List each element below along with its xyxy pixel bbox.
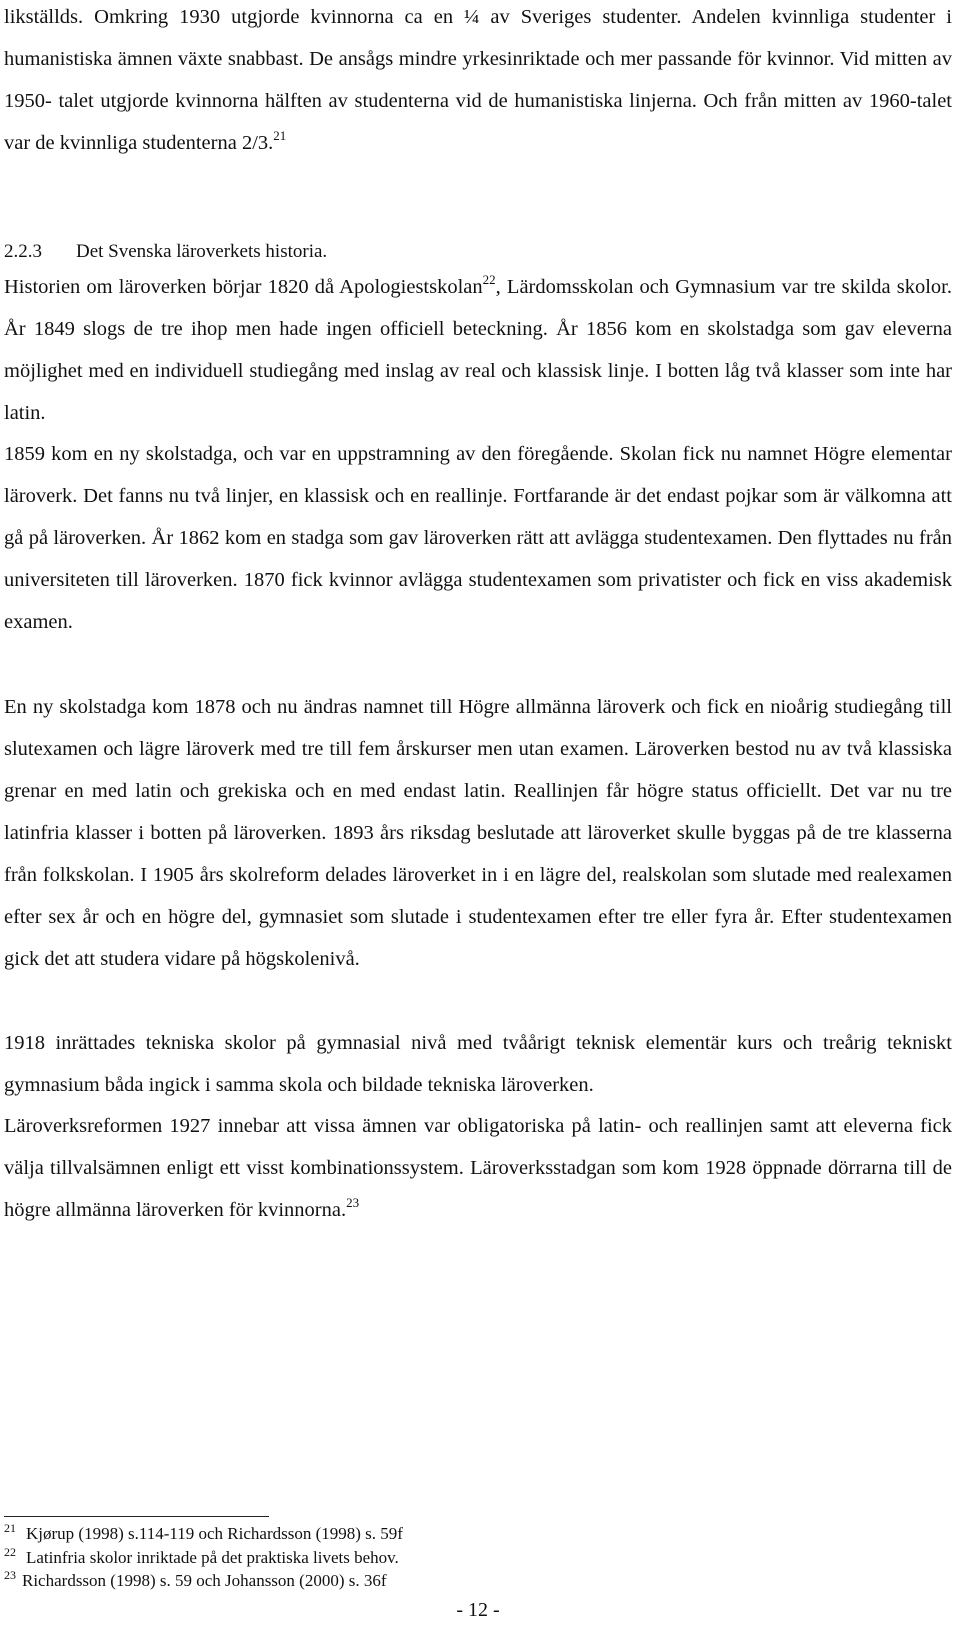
footnote-ref-22[interactable]: 22 [482, 272, 496, 287]
paragraph-1927 [4, 1105, 952, 1231]
footnote-text: Richardsson (1998) s. 59 och Johansson (2000) s. 36f [22, 1571, 387, 1590]
footnote-22: $^{22}$ Latinfria skolor inriktade på det praktiska livets behov. [4, 1544, 399, 1567]
paragraph-1878: En ny skolstadga kom 1878 och nu ändras namnet till Högre allmänna läroverk och fick en nioårig studiegång till slutexamen och lägre läroverk med tre till fem årskurser men utan examen. Läroverken bestod nu av två klassiska grenar en med latin och grekiska och en med endast latin. Reallinjen får högre status officiellt. Det var nu tre latinfria klasser i botten på läroverken. 1893 års riksdag beslutade att läroverket skulle byggas på de tre klasserna från folkskolan. I 1905 års skolreform delades läroverket in i en lägre del, realskolan som slutade med realexamen efter sex år och en högre del, gymnasiet som slutade i studentexamen efter tre eller fyra år. Efter studentexamen gick det att studera vidare på högskolenivå. [4, 696, 952, 970]
footnote-21: $^{21}$ Kjørup (1998) s.114-119 och Richardsson (1998) s. 59f [4, 1521, 403, 1543]
paragraph-1859: 1859 kom en ny skolstadga, och var en uppstramning av den föregående. Skolan fick nu namnet Högre elementar läroverk. Det fanns nu två linjer, en klassisk och en reallinje. Fortfarande är det endast pojkar som är välkomna att gå på läroverken. År 1862 kom en stadga som gav läroverken rätt att avlägga studentexamen. Den flyttades nu från universiteten till läroverken. 1870 fick kvinnor avlägga studentexamen som privatister och fick en viss akademisk examen. [4, 443, 952, 633]
footnote-divider [4, 1516, 269, 1517]
paragraph-history-start [4, 266, 952, 434]
footnote-ref-21[interactable]: 21 [273, 128, 287, 143]
footnote-text: Kjørup (1998) s.114-119 och Richardsson (1998) s. 59f [26, 1524, 403, 1543]
section-title: Det Svenska läroverkets historia. [76, 241, 328, 262]
paragraph-text-before: Historien om läroverken börjar 1820 då Apologiestskolan [4, 276, 483, 298]
paragraph-text-after: , Lärdomsskolan och Gymnasium var tre skilda skolor. År 1849 slogs de tre ihop men hade ingen officiell beteckning. År 1856 kom en skolstadga som gav eleverna möjlighet med en individuell studiegång med inslag av real och klassisk linje. I botten låg två klasser som inte har latin. [4, 276, 953, 424]
paragraph-women-students [4, 0, 952, 164]
page-number: - 12 - [456, 1599, 500, 1621]
paragraph-1918: 1918 inrättades tekniska skolor på gymnasial nivå med tvåårigt teknisk elementär kurs och treårig tekniskt gymnasium båda ingick i samma skola och bildade tekniska läroverken. [4, 1032, 952, 1096]
footnote-23: $^{23}$ Richardsson (1998) s. 59 och Johansson (2000) s. 36f [4, 1568, 387, 1590]
paragraph-text: likställds. Omkring 1930 utgjorde kvinnorna ca en ¼ av Sveriges studenter. Andelen kvinnliga studenter i humanistiska ämnen växte snabbast. De ansågs mindre yrkesinriktade och mer passande för kvinnor. Vid mitten av 1950- talet utgjorde kvinnorna hälften av studenterna vid de humanistiska linjerna. Och från mitten av 1960-talet var de kvinnliga studenterna 2/3. [4, 6, 952, 154]
section-number: 2.2.3 [4, 241, 42, 262]
footnotes [4, 1522, 952, 1593]
paragraph-text: Läroverksreformen 1927 innebar att vissa ämnen var obligatoriska på latin- och reallinjen samt att eleverna fick välja tillvalsämnen enligt ett visst kombinationssystem. Läroverksstadgan som kom 1928 öppnade dörrarna till de högre allmänna läroverken för kvinnorna. [4, 1115, 952, 1221]
footnote-ref-23[interactable]: 23 [346, 1195, 360, 1210]
footnote-text: Latinfria skolor inriktade på det praktiska livets behov. [26, 1547, 399, 1567]
